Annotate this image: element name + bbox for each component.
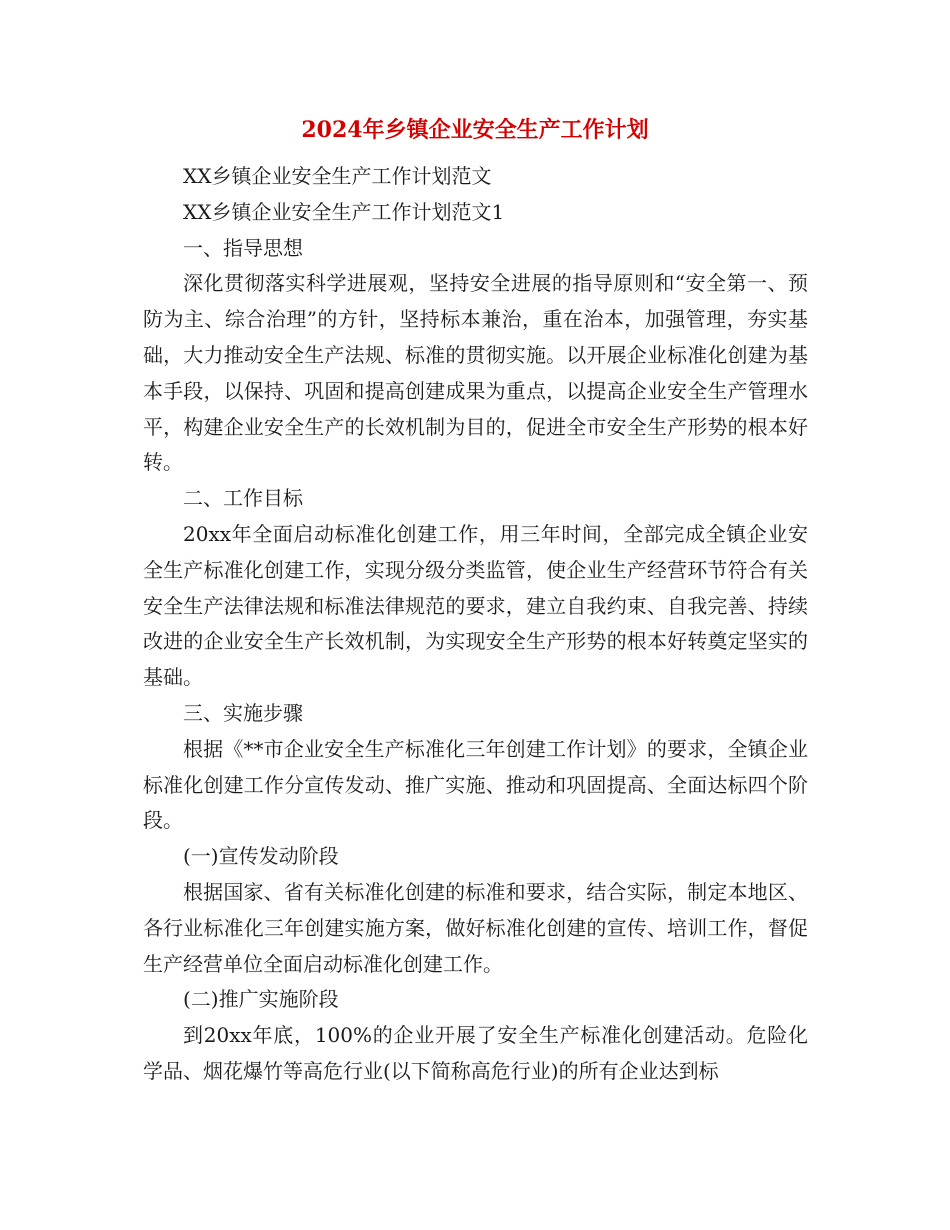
section-heading: 一、指导思想 — [183, 235, 303, 260]
paragraph: 根据《**市企业安全生产标准化三年创建工作计划》的要求，全镇企业标准化创建工作分宣传发动、推广实施、推动和巩固提高、全面达标四个阶段。 — [143, 736, 808, 833]
section-heading: 二、工作目标 — [183, 486, 303, 511]
document-title: 2024年乡镇企业安全生产工作计划 — [301, 117, 649, 143]
section-heading: 三、实施步骤 — [183, 700, 303, 725]
subsection-heading: (二)推广实施阶段 — [183, 987, 339, 1012]
paragraph: 根据国家、省有关标准化创建的标准和要求，结合实际，制定本地区、各行业标准化三年创建实施方案，做好标准化创建的宣传、培训工作，督促生产经营单位全面启动标准化创建工作。 — [143, 879, 808, 976]
paragraph: XX乡镇企业安全生产工作计划范文 — [183, 164, 492, 188]
paragraph: 20xx年全面启动标准化创建工作，用三年时间，全部完成全镇企业安全生产标准化创建工作，实现分级分类监管，使企业生产经营环节符合有关安全生产法律法规和标准法律规范的要求，建立自我约束、自我完善、持续改进的企业安全生产长效机制，为实现安全生产形势的根本好转奠定坚实的基础。 — [143, 521, 808, 690]
document-body — [143, 159, 808, 1090]
paragraph: 深化贯彻落实科学进展观，坚持安全进展的指导原则和“安全第一、预防为主、综合治理”的方针，坚持标本兼治，重在治本，加强管理，夯实基础，大力推动安全生产法规、标准的贯彻实施。以开展企业标准化创建为基本手段，以保持、巩固和提高创建成果为重点，以提高企业安全生产管理水平，构建企业安全生产的长效机制为目的，促进全市安全生产形势的根本好转。 — [143, 271, 808, 475]
paragraph: 到20xx年底，100%的企业开展了安全生产标准化创建活动。危险化学品、烟花爆竹等高危行业(以下简称高危行业)的所有企业达到标 — [143, 1023, 808, 1083]
paragraph: XX乡镇企业安全生产工作计划范文1 — [183, 199, 505, 224]
subsection-heading: (一)宣传发动阶段 — [183, 844, 339, 869]
